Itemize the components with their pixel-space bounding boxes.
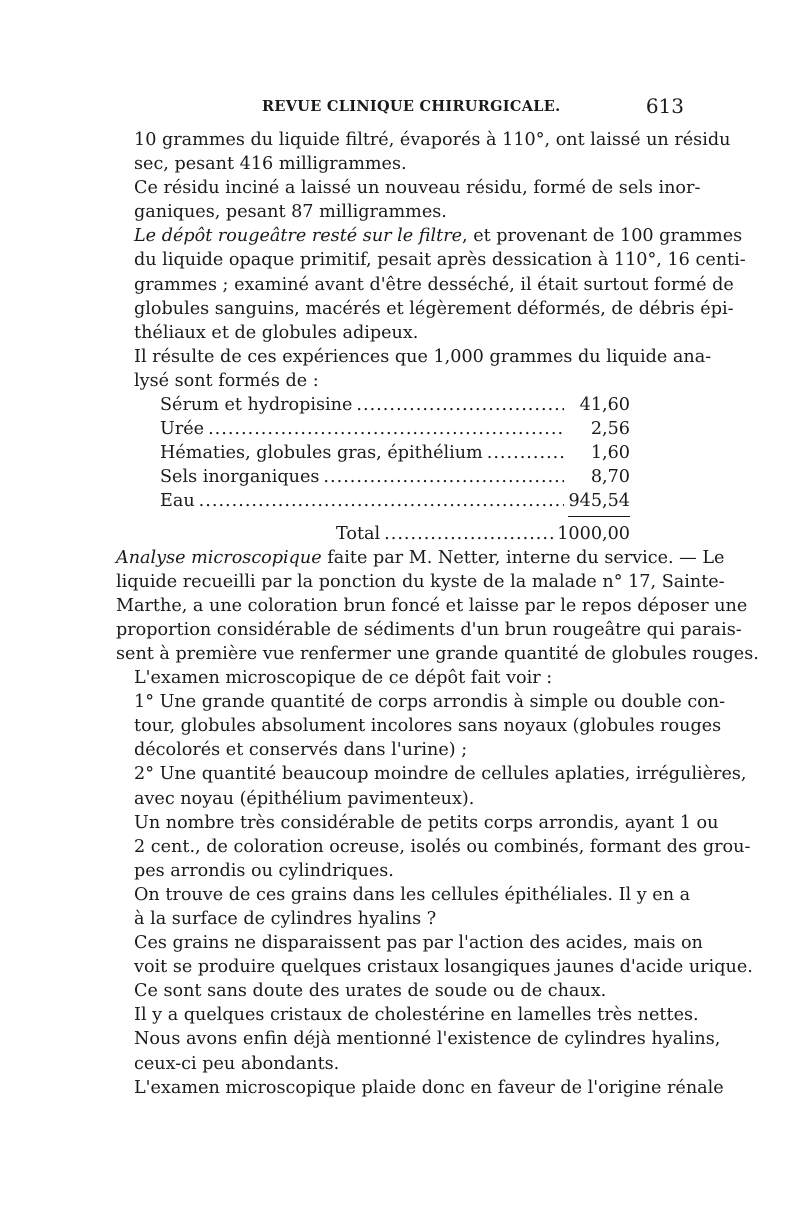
paragraph-examination: L'examen microscopique de ce dépôt fait voir : (134, 668, 553, 689)
table-row: Hématies, globules gras, épithélium ..... 1,60 (160, 441, 630, 465)
body-text (116, 128, 759, 1100)
composition-table (160, 393, 630, 546)
paragraph-small-bodies: Un nombre très considérable de petits corps arrondis, ayant 1 ou 2 cent., de coloration ocreuse, isolés ou combinés, formant des grou- pes arrondis ou cylindriques. (134, 812, 751, 881)
running-title: REVUE CLINIQUE CHIRURGICALE. (262, 98, 561, 115)
table-row: Eau ..... 945,54 (160, 489, 630, 513)
italic-lead: Le dépôt rougeâtre resté sur le filtre (134, 226, 463, 247)
paragraph-acids: Ces grains ne disparaissent pas par l'action des acides, mais on voit se produire quelques cristaux losangiques jaunes d'acide urique. Ce sont sans doute des urates de soude ou de chaux. (134, 933, 753, 1002)
paragraph-grains: On trouve de ces grains dans les cellules épithéliales. Il y en a à la surface de cylindres hyalins ? (134, 884, 691, 929)
paragraph-filtrate: 10 grammes du liquide filtré, évaporés à 110°, ont laissé un résidu sec, pesant 416 milligrammes. (134, 130, 731, 175)
paragraph-item-1: 1° Une grande quantité de corps arrondis à simple ou double con- tour, globules absolument incolores sans noyaux (globules rouges décolorés et conservés dans l'urine) ; (134, 692, 726, 761)
paragraph-conclusion: L'examen microscopique plaide donc en faveur de l'origine rénale (134, 1077, 724, 1098)
sum-rule (160, 514, 630, 522)
paragraph-deposit: Le dépôt rougeâtre resté sur le filtre, et provenant de 100 grammes du liquide opaque primitif, pesait après dessication à 110°, 16 centi- grammes ; examiné avant d'être desséché, il était surtout formé de globules sanguins, macérés et légèrement déformés, de débris épi- théliaux et de globules adipeux. (134, 226, 746, 343)
page-header (116, 94, 686, 122)
paragraph-cholesterin: Il y a quelques cristaux de cholestérine en lamelles très nettes. (134, 1005, 699, 1026)
paragraph-residue: Ce résidu inciné a laissé un nouveau résidu, formé de sels inor- ganiques, pesant 87 milligrammes. (134, 178, 701, 223)
paragraph-microscopic-analysis: Analyse microscopique faite par M. Netter, interne du service. — Le liquide recueilli par la ponction du kyste de la malade n° 17, Sainte- Marthe, a une coloration brun foncé et laisse par le repos déposer une proportion considérable de sédiments d'un brun rougeâtre qui parais- sent à première vue renfermer une grande quantité de globules rouges. (116, 547, 759, 664)
paragraph-results: Il résulte de ces expériences que 1,000 grammes du liquide ana- lysé sont formés de : (134, 346, 712, 391)
page-number: 613 (645, 94, 684, 118)
table-row: Sérum et hydropisine ..... 41,60 (160, 393, 630, 417)
paragraph-item-2: 2° Une quantité beaucoup moindre de cellules aplaties, irrégulières, avec noyau (épithélium pavimenteux). (134, 764, 747, 809)
italic-lead: Analyse microscopique (116, 547, 322, 568)
total-row: Total ..... 1000,00 (336, 522, 630, 546)
table-row: Urée ..... 2,56 (160, 417, 630, 441)
paragraph-hyaline-casts: Nous avons enfin déjà mentionné l'existence de cylindres hyalins, ceux-ci peu abondants. (134, 1029, 721, 1074)
table-row: Sels inorganiques ..... 8,70 (160, 465, 630, 489)
